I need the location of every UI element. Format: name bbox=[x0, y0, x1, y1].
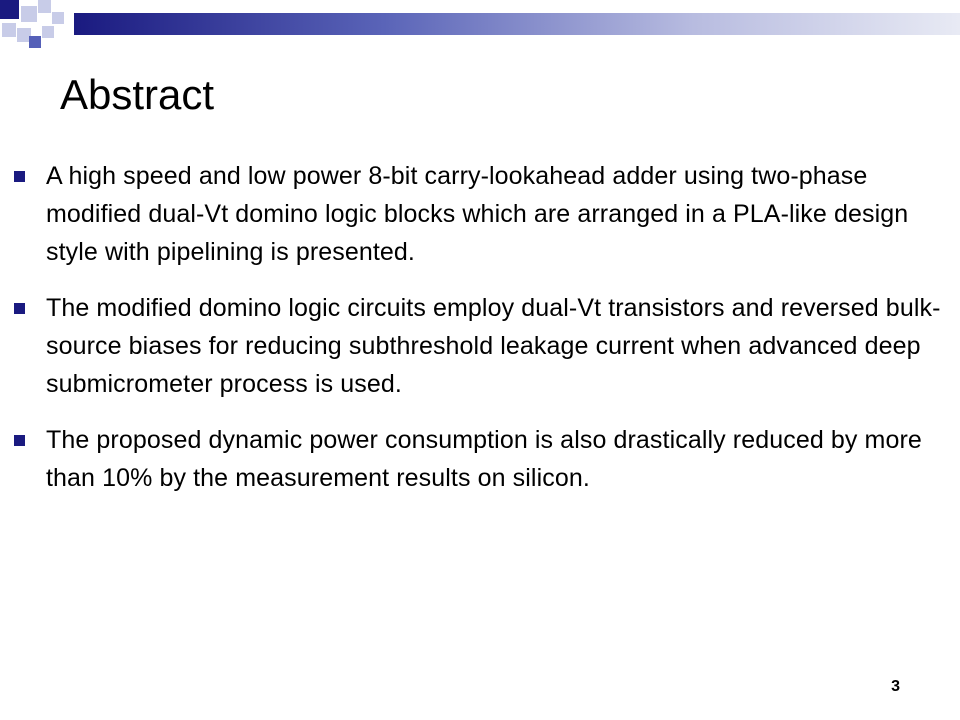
square-bullet-icon bbox=[14, 303, 25, 314]
bullet-item bbox=[0, 289, 960, 403]
slide-title: Abstract bbox=[60, 71, 215, 118]
bullet-text: The proposed dynamic power consumption is also drastically reduced by more than 10% by the measurement results on silicon. bbox=[46, 426, 922, 492]
bullet-list bbox=[0, 157, 960, 515]
decorative-square bbox=[42, 26, 54, 38]
page-number: 3 bbox=[891, 678, 900, 695]
bullet-text: The modified domino logic circuits employ dual-Vt transistors and reversed bulk-source biases for reducing subthreshold leakage current when advanced deep submicrometer process is used. bbox=[46, 294, 941, 398]
decorative-square bbox=[21, 6, 37, 22]
decorative-square bbox=[38, 0, 51, 13]
header-gradient-bar bbox=[74, 13, 960, 35]
decorative-square bbox=[29, 36, 41, 48]
decorative-square bbox=[2, 23, 16, 37]
decorative-square bbox=[0, 0, 19, 19]
square-bullet-icon bbox=[14, 171, 25, 182]
bullet-item bbox=[0, 421, 960, 497]
decorative-square bbox=[52, 12, 64, 24]
bullet-text: A high speed and low power 8-bit carry-lookahead adder using two-phase modified dual-Vt domino logic blocks which are arranged in a PLA-like design style with pipelining is presented. bbox=[46, 162, 909, 266]
square-bullet-icon bbox=[14, 435, 25, 446]
bullet-item bbox=[0, 157, 960, 271]
